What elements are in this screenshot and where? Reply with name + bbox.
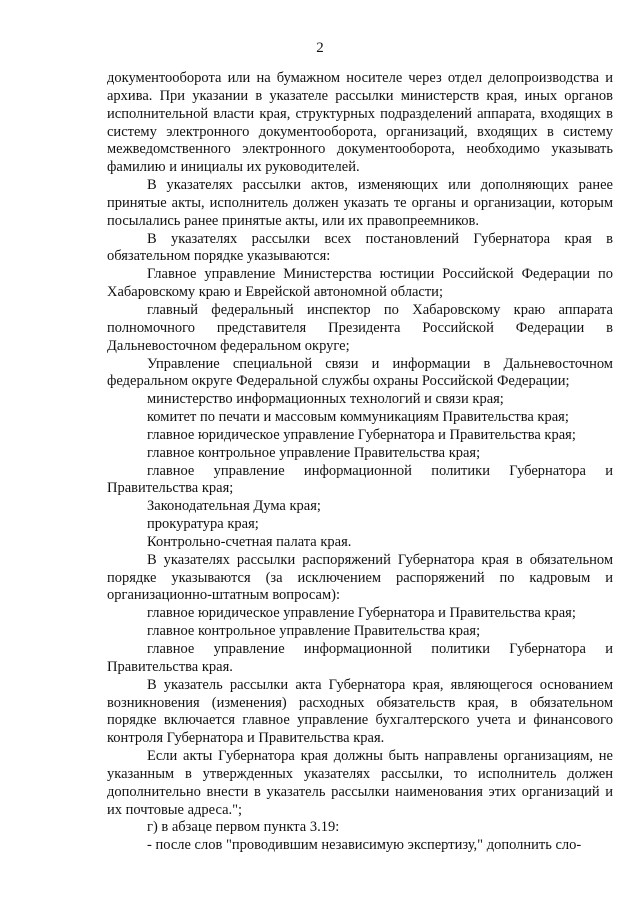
list-item: главное юридическое управление Губернатора и Правительства края;: [147, 605, 576, 622]
paragraph: В указатель рассылки акта Губернатора края, являющегося основанием возникновения (изменения) расходных обязательств края, в обязательном порядке включается главное управление бухгалтерского учета и финансового контроля Губернатора и Правительства края.: [107, 676, 613, 747]
list-item: главное управление информационной политики Губернатора и Правительства края;: [107, 462, 613, 497]
paragraph: В указателях рассылки распоряжений Губернатора края в обязательном порядке указываются (за исключением распоряжений по кадровым и организационно-штатным вопросам):: [107, 551, 613, 604]
paragraph: г) в абзаце первом пункта 3.19:: [147, 819, 340, 836]
list-item: главное управление информационной политики Губернатора и Правительства края.: [107, 641, 613, 675]
list-item: комитет по печати и массовым коммуникациям Правительства края;: [147, 409, 569, 426]
list-item: прокуратура края;: [147, 516, 259, 533]
paragraph: документооборота или на бумажном носителе через отдел делопроизводства и архива. При указании в указателе рассылки министерств края, иных органов исполнительной власти края, структурных подразделений аппарата, входящих в систему электронного документооборота, организаций, входящих в систему межведомственного электронного документооборота, необходимо указывать фамилию и инициалы их руководителей.: [107, 70, 613, 176]
paragraph: Если акты Губернатора края должны быть направлены организациям, не указанным в утвержденных указателях рассылки, то исполнитель должен дополнительно внести в указатель рассылки наименования этих организаций и их почтовые адреса.";: [107, 748, 613, 818]
list-item: главное контрольное управление Правительства края;: [147, 623, 481, 640]
list-item: министерство информационных технологий и связи края;: [147, 391, 504, 408]
list-item: Главное управление Министерства юстиции Российской Федерации по Хабаровскому краю и Еврейской автономной области;: [107, 266, 613, 301]
page-number: 2: [316, 40, 324, 56]
list-item: главное контрольное управление Правительства края;: [147, 444, 481, 461]
paragraph: - после слов "проводившим независимую экспертизу," дополнить сло-: [147, 837, 582, 854]
list-item: главное юридическое управление Губернатора и Правительства края;: [147, 426, 576, 443]
list-item: Управление специальной связи и информации в Дальневосточном федеральном округе Федеральной службы охраны Российской Федерации;: [107, 355, 613, 390]
document-body: [107, 70, 613, 855]
list-item: Контрольно-счетная палата края.: [147, 533, 352, 550]
list-item: Законодательная Дума края;: [147, 498, 321, 515]
list-item: главный федеральный инспектор по Хабаровскому краю аппарата полномочного представителя Президента Российской Федерации в Дальневосточном федеральном округе;: [107, 301, 613, 354]
paragraph: В указателях рассылки актов, изменяющих или дополняющих ранее принятые акты, исполнитель должен указать те органы и организации, которым посылались ранее принятые акты, или их правопреемников.: [107, 177, 613, 229]
paragraph: В указателях рассылки всех постановлений Губернатора края в обязательном порядке указываются:: [107, 230, 613, 265]
